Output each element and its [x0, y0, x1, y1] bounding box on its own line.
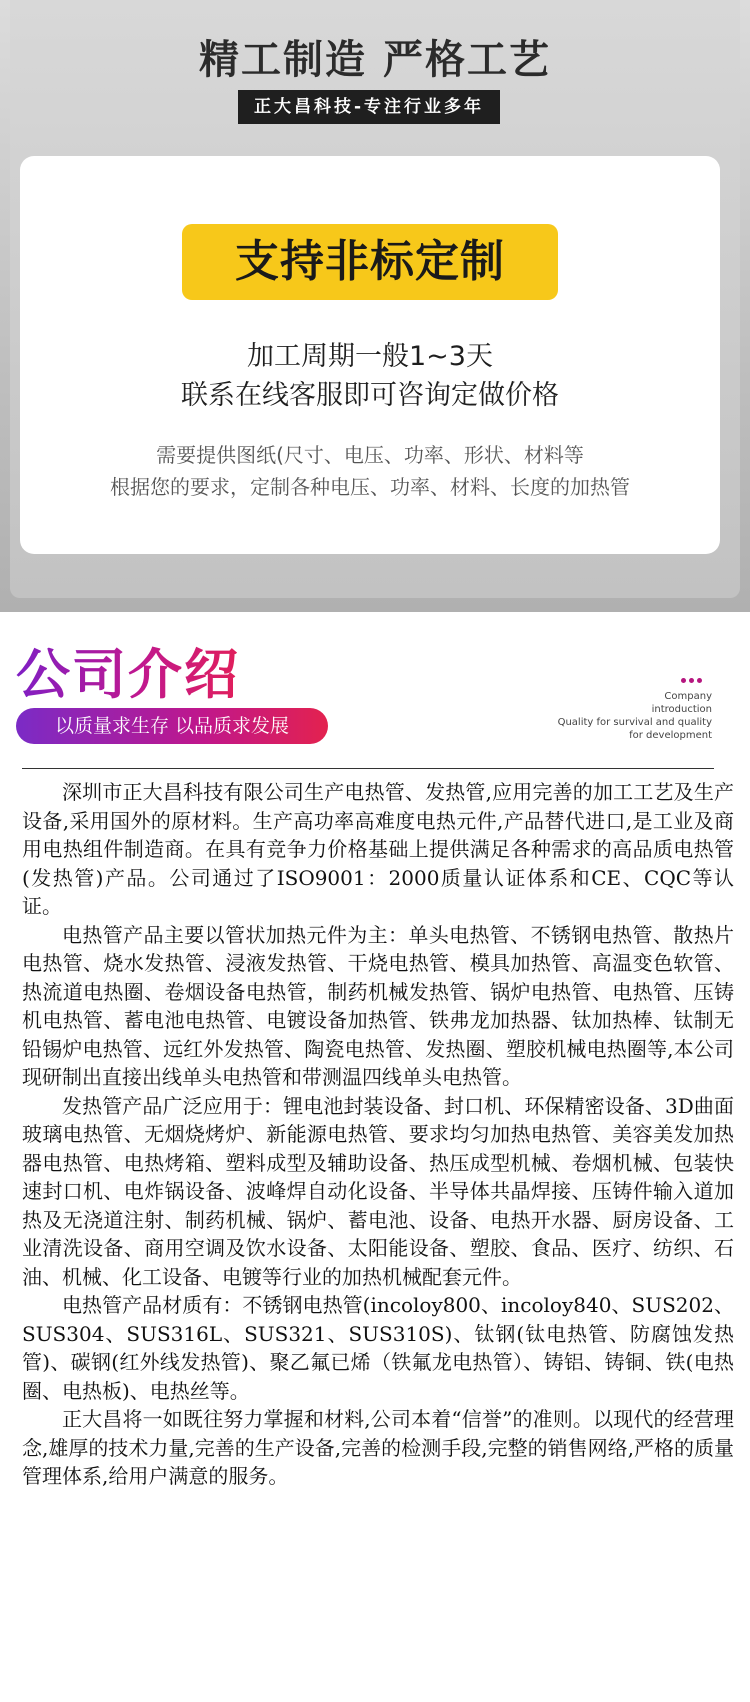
paragraph: 电热管产品主要以管状加热元件为主：单头电热管、不锈钢电热管、散热片电热管、烧水发热管、浸液发热管、干烧电热管、模具加热管、高温变色软管、热流道电热圈、卷烟设备电热管，制药机械发热管、锅炉电热管、电热管、压铸机电热管、蓄电池电热管、电镀设备加热管、铁弗龙加热器、钛加热棒、钛制无铅锡炉电热管、远红外发热管、陶瓷电热管、发热圈、塑胶机械电热圈等,本公司现研制出直接出线单头电热管和带测温四线单头电热管。	[22, 922, 734, 1089]
paragraph: 正大昌将一如既往努力掌握和材料,公司本着“信誉”的准则。以现代的经营理念,雄厚的技术力量,完善的生产设备,完善的检测手段,完整的销售网络,严格的质量管理体系,给用户满意的服务。	[22, 1407, 734, 1488]
hero-title: 精工制造 严格工艺	[199, 37, 551, 83]
company-description	[22, 778, 734, 1491]
divider	[22, 768, 714, 769]
english-caption-line: Quality for survival and quality	[557, 717, 712, 728]
custom-highlight-badge: 支持非标定制	[182, 224, 558, 300]
contact-service-text: 联系在线客服即可咨询定做价格	[181, 380, 559, 411]
hero-subtitle-badge: 正大昌科技-专注行业多年	[238, 90, 500, 124]
paragraph: 深圳市正大昌科技有限公司生产电热管、发热管,应用完善的加工工艺及生产设备,采用国外的原材料。生产高功率高难度电热元件,产品替代进口,是工业及商用电热组件制造商。在具有竞争力价格基础上提供满足各种需求的高品质电热管(发热管)产品。公司通过了ISO9001：2000质量认证体系和CE、CQC等认证。	[22, 780, 734, 918]
company-slogan-badge: 以质量求生存 以品质求发展	[16, 708, 328, 744]
lead-time-text: 加工周期一般1~3天	[247, 341, 493, 372]
english-caption-line: introduction	[651, 704, 712, 715]
english-caption-line: for development	[629, 730, 712, 741]
paragraph: 电热管产品材质有：不锈钢电热管(incoloy800、incoloy840、SUS202、SUS304、SUS316L、SUS321、SUS310S)、钛钢(钛电热管、防腐蚀发热管)、碳钢(红外线发热管)、聚乙氟已烯（铁氟龙电热管）、铸铝、铸铜、铁(电热圈、电热板)、电热丝等。	[22, 1293, 734, 1403]
drawing-requirement-text: 需要提供图纸(尺寸、电压、功率、形状、材料等	[156, 443, 584, 467]
decorative-dots-icon	[681, 668, 711, 676]
english-caption-line: Company	[664, 691, 712, 702]
company-intro-title: 公司介绍	[16, 632, 240, 709]
hero-section	[0, 0, 750, 612]
paragraph: 发热管产品广泛应用于：锂电池封装设备、封口机、环保精密设备、3D曲面玻璃电热管、无烟烧烤炉、新能源电热管、要求均匀加热电热管、美容美发加热器电热管、电热烤箱、塑料成型及辅助设备、热压成型机械、卷烟机械、包装快速封口机、电炸锅设备、波峰焊自动化设备、半导体共晶焊接、压铸件输入道加热及无浇道注射、制药机械、锅炉、蓄电池、设备、电热开水器、厨房设备、工业清洗设备、商用空调及饮水设备、太阳能设备、塑胶、食品、医疗、纺织、石油、机械、化工设备、电镀等行业的加热机械配套元件。	[22, 1093, 734, 1289]
custom-order-card	[20, 156, 720, 554]
customization-text: 根据您的要求，定制各种电压、功率、材料、长度的加热管	[110, 475, 630, 499]
english-caption	[558, 690, 712, 742]
